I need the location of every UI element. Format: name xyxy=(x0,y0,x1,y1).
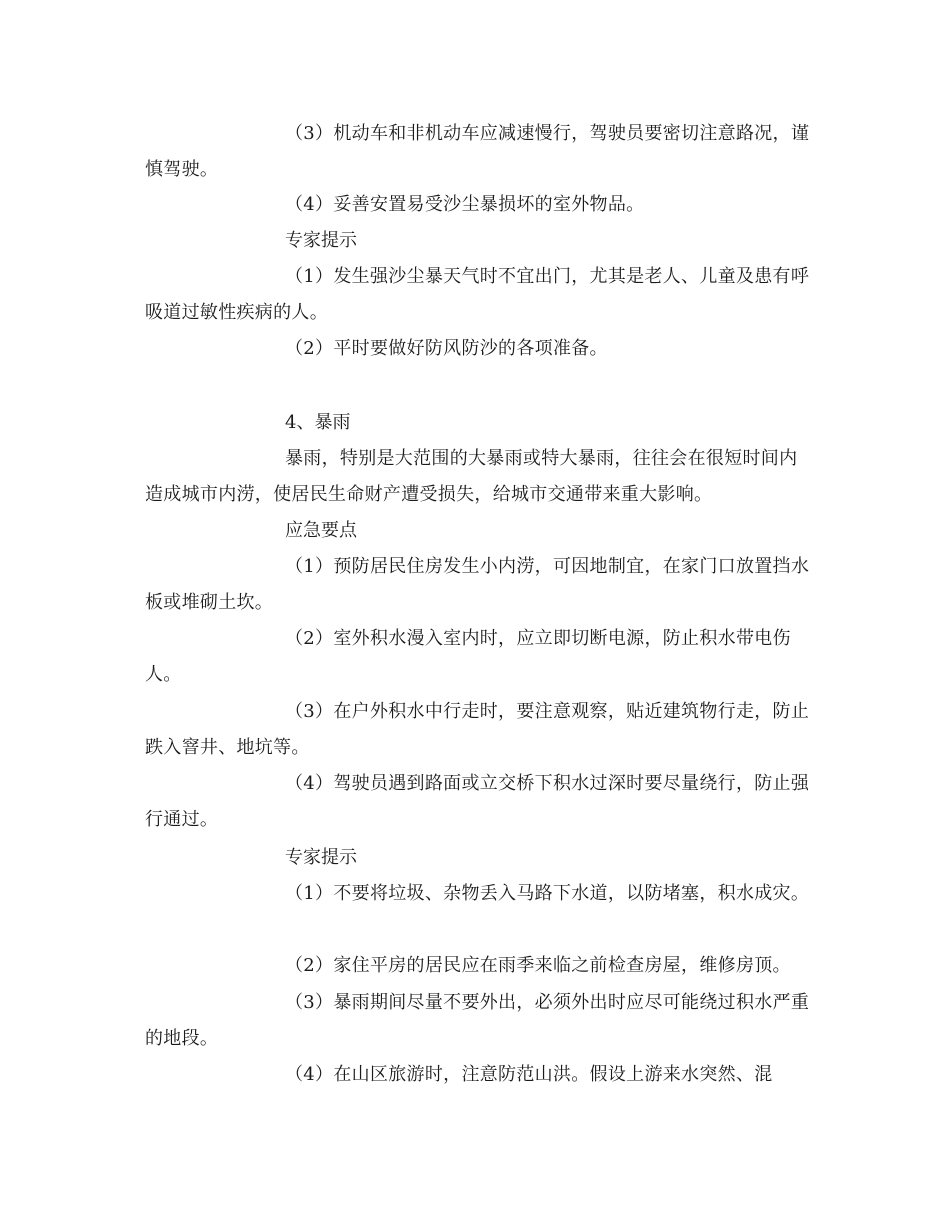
rainstorm-measure-2: （2）室外积水漫入室内时，应立即切断电源，防止积水带电伤人。 xyxy=(145,628,791,685)
rainstorm-intro: 暴雨，特别是大范围的大暴雨或特大暴雨，往往会在很短时间内造成城市内涝，使居民生命财产遭受损失，给城市交通带来重大影响。 xyxy=(145,448,798,505)
rainstorm-measure-4: （4）驾驶员遇到路面或立交桥下积水过深时要尽量绕行，防止强行通过。 xyxy=(145,773,810,830)
rainstorm-tips-heading: 专家提示 xyxy=(285,847,357,868)
sandstorm-tips-heading: 专家提示 xyxy=(285,230,357,251)
sandstorm-measure-4: （4）妥善安置易受沙尘暴损坏的室外物品。 xyxy=(285,194,645,215)
sandstorm-tip-2: （2）平时要做好防风防沙的各项准备。 xyxy=(285,338,608,359)
rainstorm-measure-3: （3）在户外积水中行走时，要注意观察，贴近建筑物行走，防止跌入窨井、地坑等。 xyxy=(145,701,810,758)
sandstorm-measure-3: （3）机动车和非机动车应减速慢行，驾驶员要密切注意路况，谨慎驾驶。 xyxy=(145,123,810,180)
rainstorm-measures-heading: 应急要点 xyxy=(285,520,357,541)
rainstorm-tip-2: （2）家住平房的居民应在雨季来临之前检查房屋，维修房顶。 xyxy=(285,955,791,976)
rainstorm-section-title: 4、暴雨 xyxy=(285,412,351,433)
sandstorm-tip-1: （1）发生强沙尘暴天气时不宜出门，尤其是老人、儿童及患有呼吸道过敏性疾病的人。 xyxy=(145,266,810,323)
rainstorm-measure-1: （1）预防居民住房发生小内涝，可因地制宜，在家门口放置挡水板或堆砌土坎。 xyxy=(145,556,810,613)
rainstorm-tip-3: （3）暴雨期间尽量不要外出，必须外出时应尽可能绕过积水严重的地段。 xyxy=(145,992,810,1049)
rainstorm-tip-1: （1）不要将垃圾、杂物丢入马路下水道，以防堵塞，积水成灾。 xyxy=(285,883,810,904)
rainstorm-tip-4: （4）在山区旅游时，注意防范山洪。假设上游来水突然、混 xyxy=(285,1064,773,1085)
